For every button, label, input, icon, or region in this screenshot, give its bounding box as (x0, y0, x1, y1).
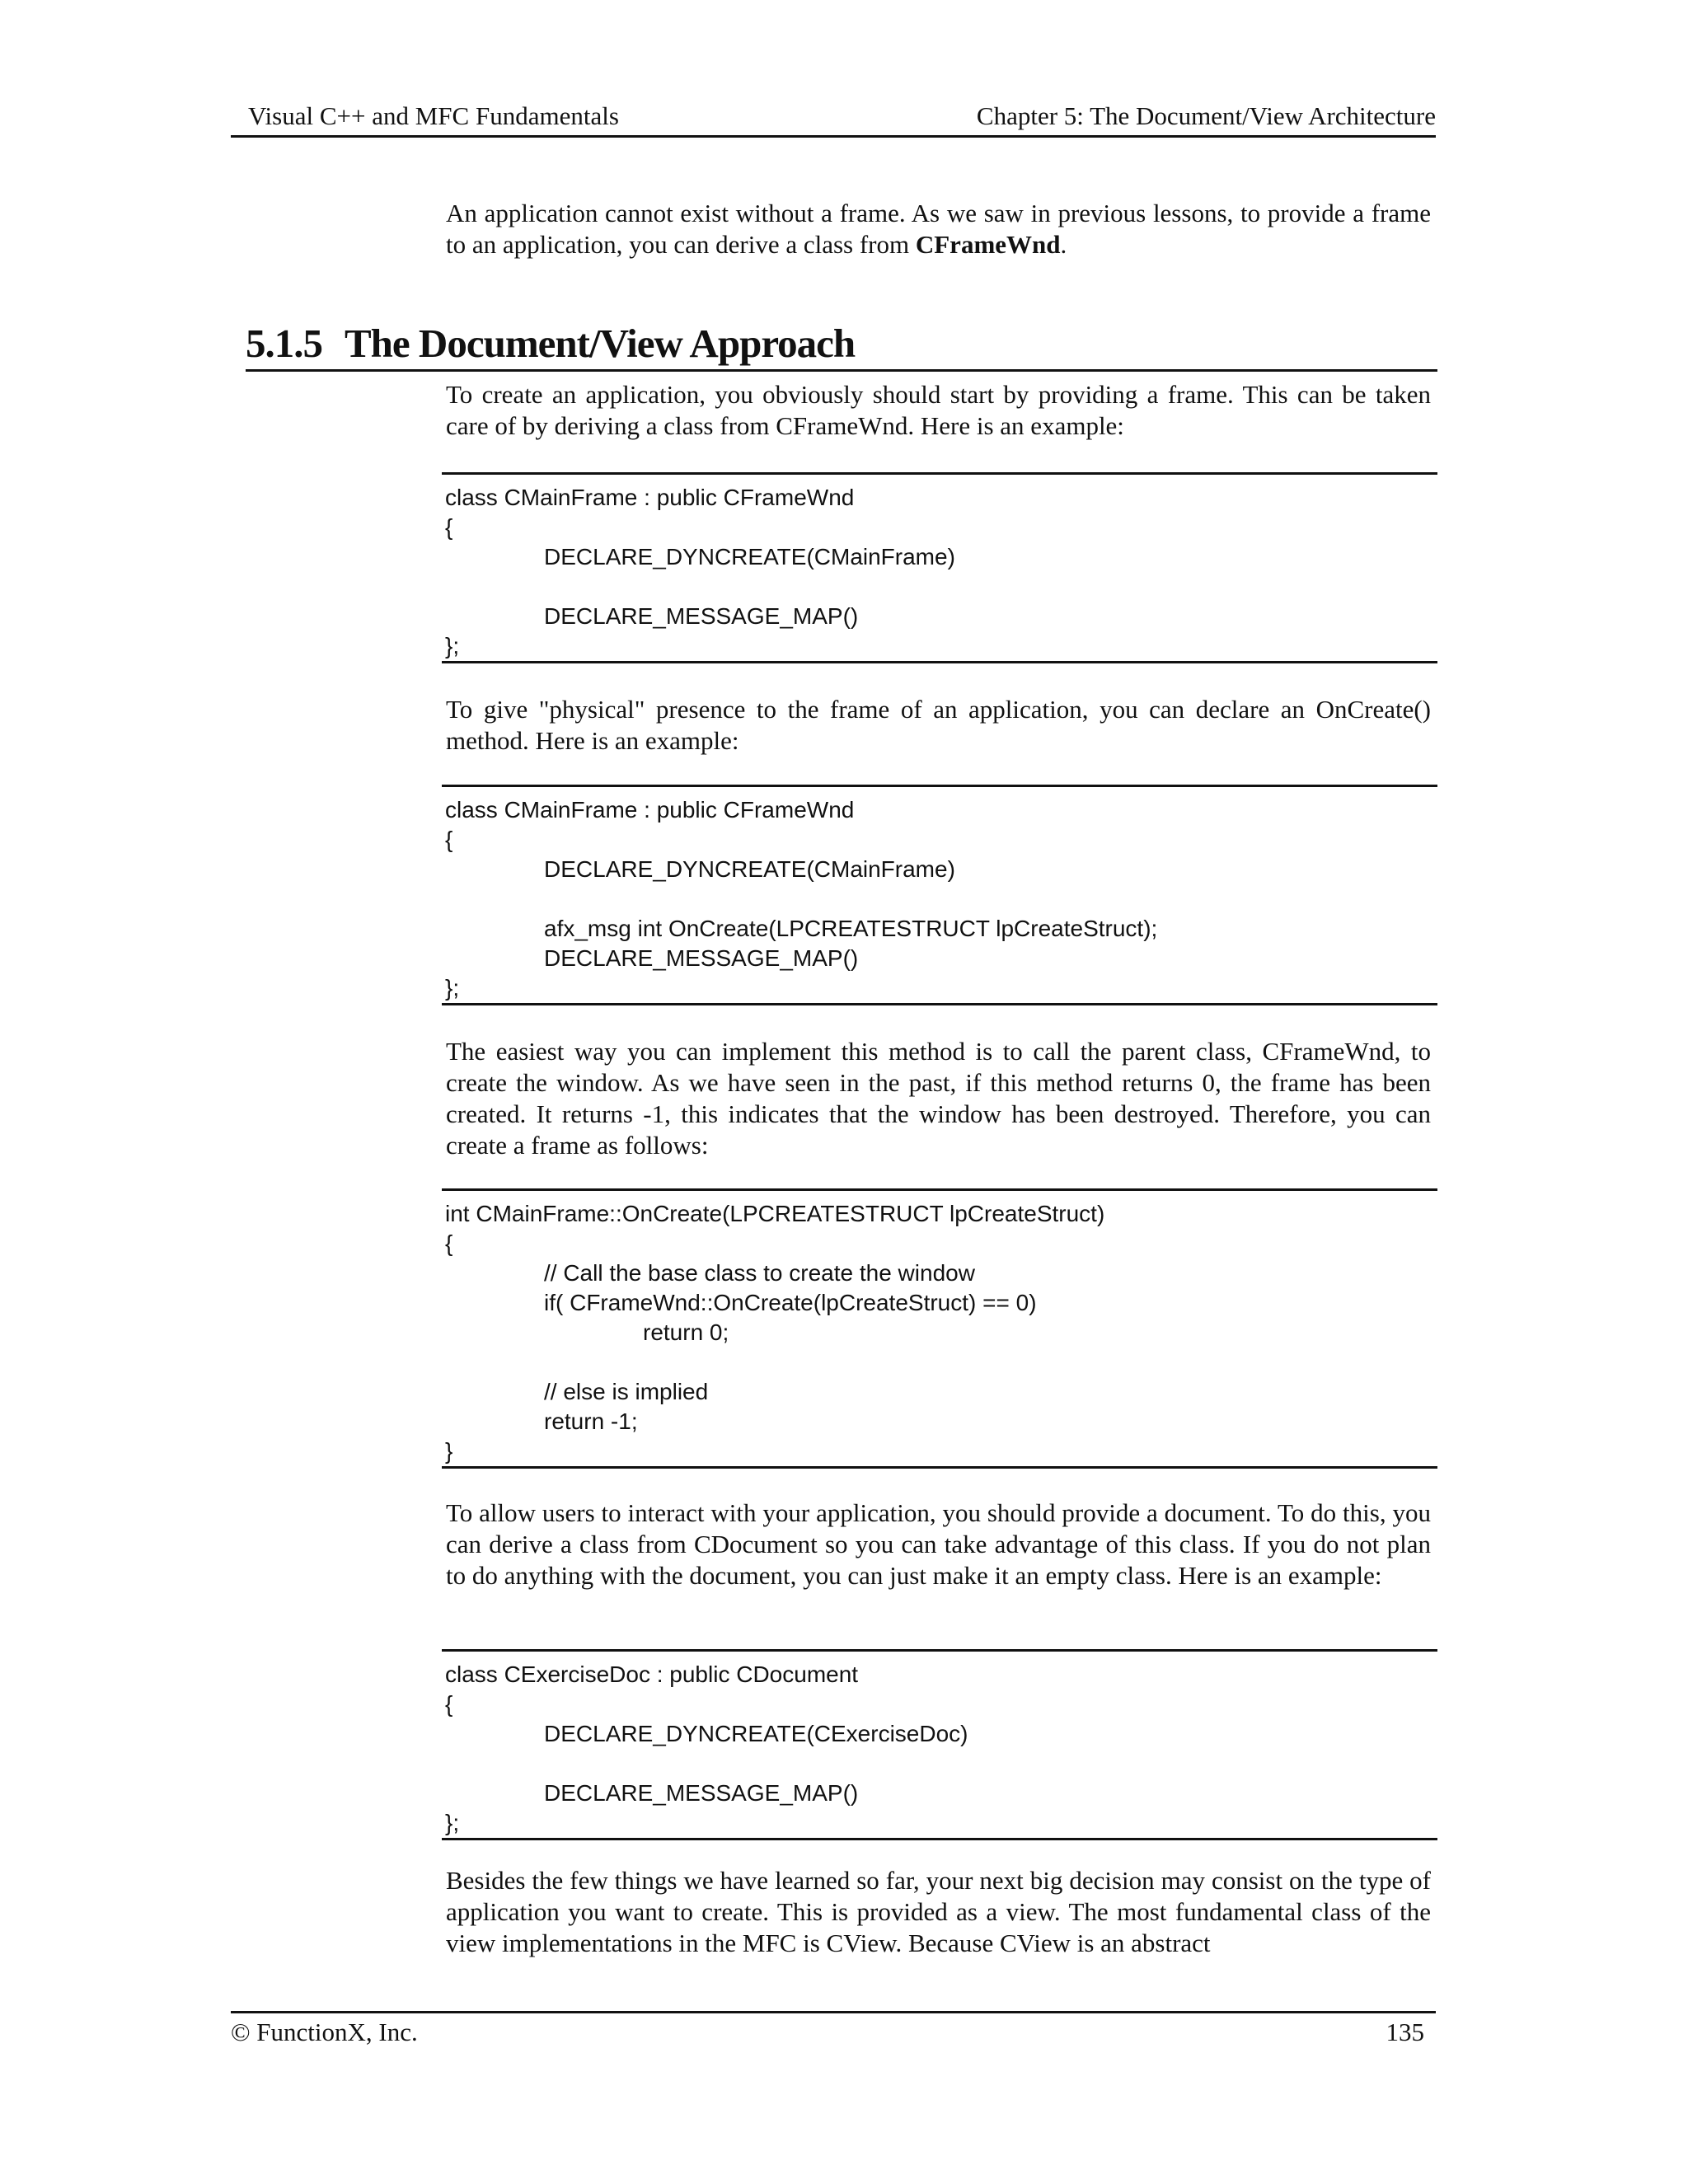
code-line: // else is implied (544, 1379, 709, 1404)
code-line: // Call the base class to create the window (544, 1260, 975, 1286)
paragraph: Besides the few things we have learned so far, your next big decision may consist on the type of application you want to create. This is provided as a view. The most fundamental class of the view implementations in the MFC is CView. Because CView is an abstract (446, 1866, 1431, 1957)
code-line: }; (445, 633, 460, 658)
code-line: class CMainFrame : public CFrameWnd (445, 485, 855, 510)
header-book-title: Visual C++ and MFC Fundamentals (248, 101, 619, 130)
intro-text: An application cannot exist without a frame. As we saw in previous lessons, to provide a frame to an application, you can derive a class from (446, 199, 1431, 259)
paragraph: To allow users to interact with your application, you should provide a document. To do this, you can derive a class from CDocument so you can take advantage of this class. If you do not plan to do anything with the document, you can just make it an empty class. Here is an example: (446, 1498, 1431, 1590)
paragraph: To create an application, you obviously should start by providing a frame. This can be taken care of by deriving a class from CFrameWnd. Here is an example: (446, 380, 1431, 440)
code-line: DECLARE_MESSAGE_MAP() (544, 945, 859, 971)
intro-paragraph (446, 198, 1431, 260)
code-line (445, 884, 1437, 914)
code-line: return 0; (643, 1319, 729, 1345)
code-block-4 (442, 1649, 1437, 1840)
code-block-2 (442, 785, 1437, 1005)
code-line (445, 1347, 1437, 1377)
section-title: The Document/View Approach (345, 321, 856, 366)
paragraph-5-wrap (446, 1865, 1431, 1959)
code-line: DECLARE_MESSAGE_MAP() (544, 603, 859, 629)
code-line: return -1; (544, 1408, 638, 1434)
running-header (231, 97, 1436, 138)
intro-text-end: . (1060, 230, 1067, 259)
running-footer (231, 2011, 1436, 2046)
footer-copyright: © FunctionX, Inc. (231, 2018, 418, 2046)
code-line (445, 1749, 1437, 1779)
code-block-3 (442, 1188, 1437, 1469)
header-chapter-title: Chapter 5: The Document/View Architecture (976, 101, 1436, 130)
paragraph-4-wrap (446, 1497, 1431, 1591)
code-line: { (445, 1230, 453, 1256)
paragraph-1-wrap (446, 379, 1431, 442)
code-line: afx_msg int OnCreate(LPCREATESTRUCT lpCreateStruct); (544, 916, 1158, 941)
code-line: DECLARE_MESSAGE_MAP() (544, 1780, 859, 1806)
section-heading (246, 318, 1437, 372)
code-line: class CMainFrame : public CFrameWnd (445, 797, 855, 823)
paragraph-2-wrap (446, 694, 1431, 757)
paragraph: The easiest way you can implement this method is to call the parent class, CFrameWnd, to create the window. As we have seen in the past, if this method returns 0, the frame has been created. It returns -1, this indicates that the window has been destroyed. Therefore, you can create a frame as follows: (446, 1037, 1431, 1160)
intro-bold-class: CFrameWnd (915, 230, 1061, 259)
code-line: class CExerciseDoc : public CDocument (445, 1661, 859, 1687)
section-number: 5.1.5 (246, 321, 322, 366)
code-line: }; (445, 975, 460, 1001)
paragraph: To give "physical" presence to the frame of an application, you can declare an OnCreate() method. Here is an example: (446, 695, 1431, 755)
intro-paragraph-wrap (446, 198, 1431, 260)
code-line (445, 572, 1437, 602)
code-line: DECLARE_DYNCREATE(CExerciseDoc) (544, 1721, 968, 1746)
code-line: DECLARE_DYNCREATE(CMainFrame) (544, 544, 955, 569)
code-line: { (445, 1691, 453, 1717)
code-line: DECLARE_DYNCREATE(CMainFrame) (544, 856, 955, 882)
code-line: if( CFrameWnd::OnCreate(lpCreateStruct) == 0) (544, 1290, 1037, 1315)
code-line: { (445, 827, 453, 852)
paragraph-3-wrap (446, 1036, 1431, 1161)
code-line: { (445, 514, 453, 540)
page-number: 135 (1386, 2018, 1424, 2046)
code-line: int CMainFrame::OnCreate(LPCREATESTRUCT lpCreateStruct) (445, 1201, 1105, 1226)
code-block-1 (442, 472, 1437, 663)
code-line: }; (445, 1810, 460, 1835)
code-line: } (445, 1438, 453, 1464)
